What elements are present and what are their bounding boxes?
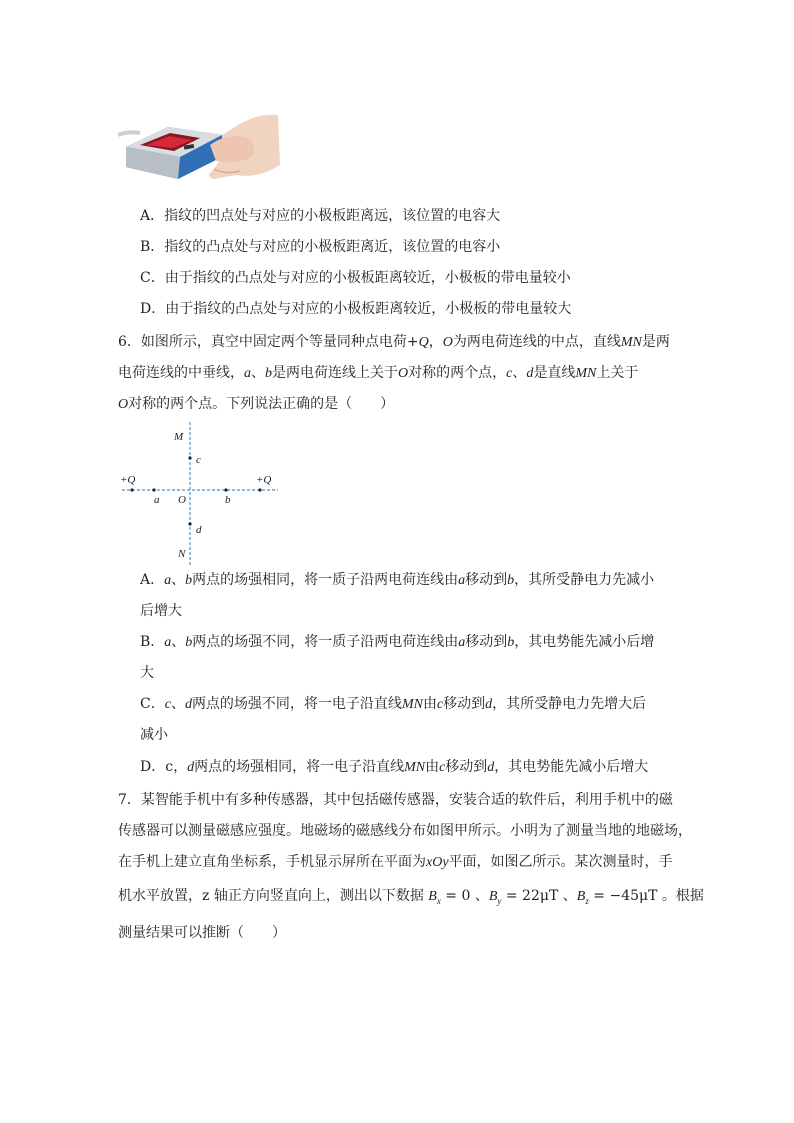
label-m: M [174, 431, 184, 443]
label-a: a [154, 494, 160, 506]
q6-option-a: A．a、b两点的场强相同，将一质子沿两电荷连线由a移动到b，其所受静电力先减小 [140, 572, 655, 588]
label-left-charge: +Q [120, 474, 136, 486]
point-c-dot [188, 456, 191, 459]
q6-option-d: D．c，d两点的场强相同，将一电子沿直线MN由c移动到d，其电势能先减小后增大 [140, 759, 649, 775]
q6-stem-line-2: 电荷连线的中垂线，a、b是两电荷连线上关于O对称的两个点，c、d是直线MN上关于 [118, 365, 639, 381]
label-c: c [196, 454, 201, 466]
right-charge-dot [258, 488, 261, 491]
point-b-dot [224, 488, 227, 491]
label-right-charge: +Q [256, 474, 272, 486]
label-b: b [225, 494, 231, 506]
q7-line-5: 测量结果可以推断（ ） [118, 925, 286, 941]
q6-option-b: B．a、b两点的场强不同，将一质子沿两电荷连线由a移动到b，其电势能先减小后增 [140, 634, 655, 650]
point-a-dot [152, 488, 155, 491]
q6-figure [118, 420, 288, 568]
label-d: d [196, 524, 202, 536]
point-d-dot [188, 522, 191, 525]
label-n: N [178, 548, 186, 560]
q7-line-2: 传感器可以测量磁感应强度。地磁场的磁感线分布如图甲所示。小明为了测量当地的地磁场， [118, 823, 692, 839]
q5-option-c: C．由于指纹的凸点处与对应的小极板距离较近，小极板的带电量较小 [140, 270, 571, 286]
fingerprint-sensor-photo [118, 105, 282, 191]
q5-option-b: B．指纹的凸点处与对应的小极板距离近，该位置的电容小 [140, 239, 501, 255]
q6-option-b-cont: 大 [140, 665, 154, 681]
q7-line-3: 在手机上建立直角坐标系，手机显示屏所在平面为xOy平面，如图乙所示。某次测量时，手 [118, 854, 673, 870]
q6-stem-line-1: 6．如图所示，真空中固定两个等量同种点电荷+Q，O为两电荷连线的中点，直线MN是两 [118, 334, 670, 350]
q5-option-d: D．由于指纹的凸点处与对应的小极板距离较近，小极板的带电量较大 [140, 301, 572, 317]
left-charge-dot [130, 488, 133, 491]
q6-option-c: C．c、d两点的场强不同，将一电子沿直线MN由c移动到d，其所受静电力先增大后 [140, 696, 647, 712]
q7-line-4: 机水平放置，z 轴正方向竖直向上，测出以下数据 $B_x = 0$ 、$B_y = 22\mu T$ 、$B_z = -45\mu T$ 。根据 [118, 888, 704, 906]
q6-figure-lines [118, 420, 288, 568]
label-o: O [178, 494, 186, 506]
q6-stem-line-3: O对称的两个点。下列说法正确的是（ ） [118, 396, 395, 412]
q6-option-c-cont: 减小 [140, 727, 168, 743]
q5-option-a: A．指纹的凹点处与对应的小极板距离远，该位置的电容大 [140, 208, 501, 224]
q6-option-a-cont: 后增大 [140, 603, 182, 619]
q7-line-1: 7．某智能手机中有多种传感器，其中包括磁传感器，安装合适的软件后，利用手机中的磁 [118, 792, 673, 808]
